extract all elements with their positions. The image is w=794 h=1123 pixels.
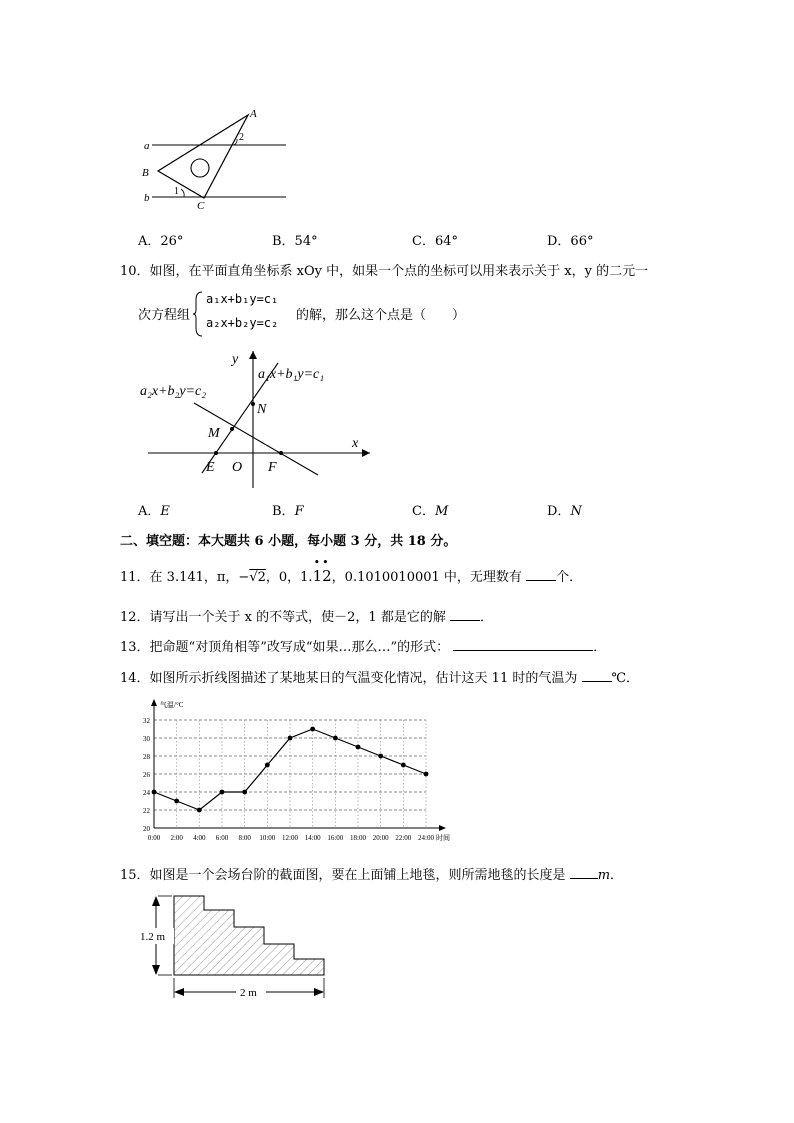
q11-repeating-decimal xyxy=(312,556,332,585)
y-tick-label: 30 xyxy=(143,735,150,743)
x-tick-label: 12:00 xyxy=(282,834,298,842)
q10-option-a[interactable] xyxy=(138,500,170,519)
q15-unit: m xyxy=(597,868,611,883)
q10-suffix: 的解，那么这个点是（ ） xyxy=(296,308,466,323)
q10-eq2: a₂x+b₂y=c₂ xyxy=(206,316,279,330)
q15-height-label: 1.2 m xyxy=(140,931,166,943)
q14 xyxy=(120,667,639,686)
q10-label-E: E xyxy=(206,460,215,475)
q10-line2-label: a₂x+b₂y=c₂ xyxy=(140,384,207,399)
q14-text: 14．如图所示折线图描述了某地某日的气温变化情况，估计这天 11 时的气温为 xyxy=(120,671,578,686)
q10-line1: 10．如图，在平面直角坐标系 xOy 中，如果一个点的坐标可以用来表示关于 x，y 的二元一 xyxy=(120,264,649,279)
q11-sqrt: √2 xyxy=(249,570,266,585)
section-2-heading: 二、填空题：本大题共 6 小题，每小题 3 分，共 18 分。 xyxy=(120,534,457,549)
temperature-data-point xyxy=(424,772,429,777)
q10-label-M: M xyxy=(208,426,220,441)
q12-end: ． xyxy=(479,610,493,625)
q10-system-line xyxy=(138,290,498,338)
temperature-data-point xyxy=(242,790,247,795)
temperature-data-point xyxy=(174,799,179,804)
q10-label-y: y xyxy=(232,352,239,367)
x-tick-label: 16:00 xyxy=(327,834,344,842)
q13-end: ． xyxy=(593,640,607,655)
temperature-data-point xyxy=(288,736,293,741)
temperature-data-point xyxy=(401,763,406,768)
q12-text: 12．请写出一个关于 x 的不等式，使－2，1 都是它的解 xyxy=(120,610,446,625)
y-tick-label: 26 xyxy=(143,771,150,779)
temperature-data-point xyxy=(152,790,157,795)
y-axis-arrow xyxy=(151,699,157,706)
q9-label-A: A xyxy=(250,108,257,120)
q9-label-1: 1 xyxy=(174,186,179,197)
y-tick-label: 32 xyxy=(143,717,150,725)
temperature-data-point xyxy=(378,754,383,759)
q10-coordinate-figure xyxy=(138,345,378,490)
q11-prefix: 11．在 3.141，π，− xyxy=(120,570,250,585)
q11-repeat-digits: 12 xyxy=(312,567,332,585)
q10-prefix: 次方程组 xyxy=(138,308,191,323)
q9-option-b[interactable]: B．54° xyxy=(272,234,318,249)
q10-brace xyxy=(192,290,204,338)
q10-label-O: O xyxy=(232,460,243,475)
q15-answer-blank[interactable] xyxy=(570,865,598,879)
q10-option-b-letter: B． xyxy=(272,504,295,519)
q15 xyxy=(120,864,623,883)
q9-label-2: 2 xyxy=(239,132,244,143)
q10-option-a-letter: A． xyxy=(138,504,161,519)
x-tick-label: 10:00 xyxy=(259,834,276,842)
q9-option-c[interactable]: C．64° xyxy=(412,234,458,249)
y-tick-label: 24 xyxy=(143,789,150,797)
q9-label-C: C xyxy=(197,200,205,212)
temperature-data-point xyxy=(197,808,202,813)
y-tick-label: 20 xyxy=(143,825,150,833)
q12-answer-blank[interactable] xyxy=(450,607,480,621)
temperature-data-point xyxy=(333,736,338,741)
q10-label-x: x xyxy=(352,436,359,451)
y-tick-label: 28 xyxy=(143,753,150,761)
x-axis-label: 时间 xyxy=(436,834,450,842)
q10-option-c[interactable] xyxy=(412,500,448,519)
q14-end: ℃． xyxy=(611,671,640,686)
q15-end: ． xyxy=(610,868,624,883)
q10-line1-label: a₁x+b₁y=c₁ xyxy=(258,367,325,382)
x-tick-label: 20:00 xyxy=(372,834,389,842)
x-tick-label: 6:00 xyxy=(215,834,229,842)
q11-rest: ，0.1010010001 中，无理数有 xyxy=(331,570,522,585)
q15-width-label: 2 m xyxy=(240,987,257,999)
q11-suffix: 个． xyxy=(556,570,583,585)
x-tick-label: 24:00 xyxy=(418,834,434,842)
q10-option-c-value: M xyxy=(434,504,449,519)
q9-label-B: B xyxy=(142,167,149,179)
q9-option-a[interactable]: A．26° xyxy=(138,234,184,249)
q11-repeat-dots: •• xyxy=(313,556,331,569)
q11-mid: ，0，1. xyxy=(265,570,313,585)
x-tick-label: 14:00 xyxy=(304,834,321,842)
q11 xyxy=(120,556,583,585)
q14-answer-blank[interactable] xyxy=(582,668,612,682)
q9-label-a: a xyxy=(144,140,150,152)
q13-text: 13．把命题“对顶角相等”改写成“如果…那么…”的形式： xyxy=(120,640,450,655)
y-tick-label: 22 xyxy=(143,807,150,815)
q12 xyxy=(120,606,493,625)
y-axis-label: 气温/°C xyxy=(160,701,184,709)
q10-eq1: a₁x+b₁y=c₁ xyxy=(206,292,279,306)
q9-label-b: b xyxy=(144,192,150,204)
q9-option-d[interactable]: D．66° xyxy=(547,234,594,249)
x-tick-label: 2:00 xyxy=(170,834,183,842)
q10-option-d[interactable] xyxy=(547,500,582,519)
q10-option-d-letter: D． xyxy=(547,504,571,519)
q10-option-b-value: F xyxy=(294,504,304,519)
q10-option-c-letter: C． xyxy=(412,504,435,519)
q10-label-N: N xyxy=(257,402,267,417)
q13 xyxy=(120,636,606,655)
q15-text: 15．如图是一个会场台阶的截面图，要在上面铺上地毯，则所需地毯的长度是 xyxy=(120,868,566,883)
q13-answer-blank[interactable] xyxy=(453,637,593,651)
q15-stairs-figure xyxy=(138,890,338,1005)
q10-label-F: F xyxy=(268,460,277,475)
q10-option-b[interactable] xyxy=(272,500,304,519)
x-tick-label: 0:00 xyxy=(147,834,161,842)
q10-option-d-value: N xyxy=(570,504,582,519)
temperature-data-point xyxy=(310,727,315,732)
q10-option-a-value: E xyxy=(160,504,170,519)
x-tick-label: 18:00 xyxy=(350,834,366,842)
x-tick-label: 22:00 xyxy=(395,834,412,842)
q11-answer-blank[interactable] xyxy=(526,567,556,581)
x-tick-label: 8:00 xyxy=(238,834,251,842)
x-tick-label: 4:00 xyxy=(193,834,206,842)
temperature-data-point xyxy=(265,763,270,768)
temperature-data-point xyxy=(356,745,361,750)
x-axis-arrow xyxy=(439,825,446,831)
temperature-line-chart xyxy=(138,695,463,850)
q9-triangle-figure xyxy=(138,105,298,213)
temperature-data-point xyxy=(220,790,225,795)
